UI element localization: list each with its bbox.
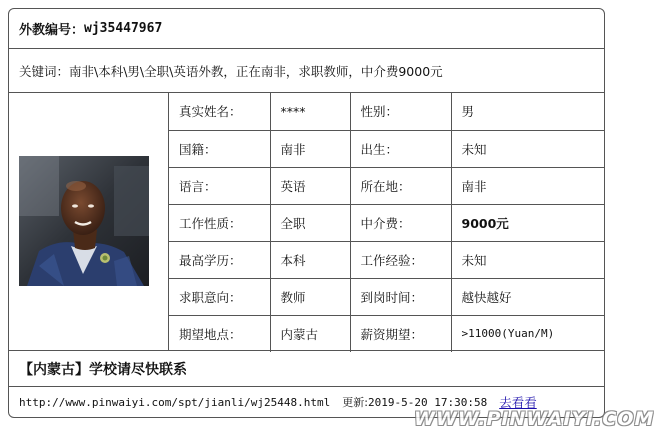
salary-value: >11000(Yuan/M) (451, 315, 604, 352)
field-label: 薪资期望： (350, 315, 451, 352)
field-value: 本科 (270, 241, 350, 278)
field-label: 所在地： (350, 167, 451, 204)
table-row (169, 204, 604, 241)
field-label: 国籍： (169, 130, 270, 167)
resume-url: http://www.pinwaiyi.com/spt/jianli/wj25448.html (19, 395, 331, 409)
field-label: 出生： (350, 130, 451, 167)
teacher-id-code: wj35447967 (84, 21, 163, 36)
photo-cell (9, 93, 169, 350)
field-label: 工作经验： (350, 241, 451, 278)
profile-section (9, 93, 604, 351)
field-label: 真实姓名： (169, 93, 270, 130)
view-link[interactable]: 去看看 (499, 395, 537, 410)
teacher-id-label: 外教编号： (19, 23, 85, 38)
field-value: 越快越好 (451, 278, 604, 315)
field-label: 最高学历： (169, 241, 270, 278)
contact-text: 【内蒙古】学校请尽快联系 (19, 361, 187, 378)
table-row (169, 241, 604, 278)
field-value: **** (270, 93, 350, 130)
field-label: 语言： (169, 167, 270, 204)
field-value: 内蒙古 (270, 315, 350, 352)
table-row (169, 130, 604, 167)
field-value: 全职 (270, 204, 350, 241)
resume-card (8, 8, 605, 418)
field-value: 英语 (270, 167, 350, 204)
field-value: 教师 (270, 278, 350, 315)
field-value: 南非 (270, 130, 350, 167)
field-label: 中介费： (350, 204, 451, 241)
field-value: 男 (451, 93, 604, 130)
site-watermark: WWW.PINWAIYI.COM (414, 408, 654, 430)
field-label: 期望地点： (169, 315, 270, 352)
field-label: 求职意向： (169, 278, 270, 315)
field-label: 性别： (350, 93, 451, 130)
contact-row (9, 351, 604, 387)
teacher-id-row (9, 9, 604, 49)
keywords-text: 关键词：南非\本科\男\全职\英语外教，正在南非，求职教师，中介费9000元 (19, 63, 443, 79)
field-label: 工作性质： (169, 204, 270, 241)
keywords-row (9, 49, 604, 93)
field-label: 到岗时间： (350, 278, 451, 315)
field-value: 未知 (451, 241, 604, 278)
agency-fee-value: 9000元 (451, 204, 604, 241)
updated-label: 更新: (342, 396, 368, 409)
profile-photo-image (19, 156, 149, 286)
table-row (169, 167, 604, 204)
table-row (169, 278, 604, 315)
field-value: 南非 (451, 167, 604, 204)
field-value: 未知 (451, 130, 604, 167)
profile-table (169, 93, 604, 352)
table-row (169, 315, 604, 352)
updated-value: 2019-5-20 17:30:58 (367, 396, 488, 409)
profile-photo (19, 156, 149, 286)
table-row (169, 93, 604, 130)
